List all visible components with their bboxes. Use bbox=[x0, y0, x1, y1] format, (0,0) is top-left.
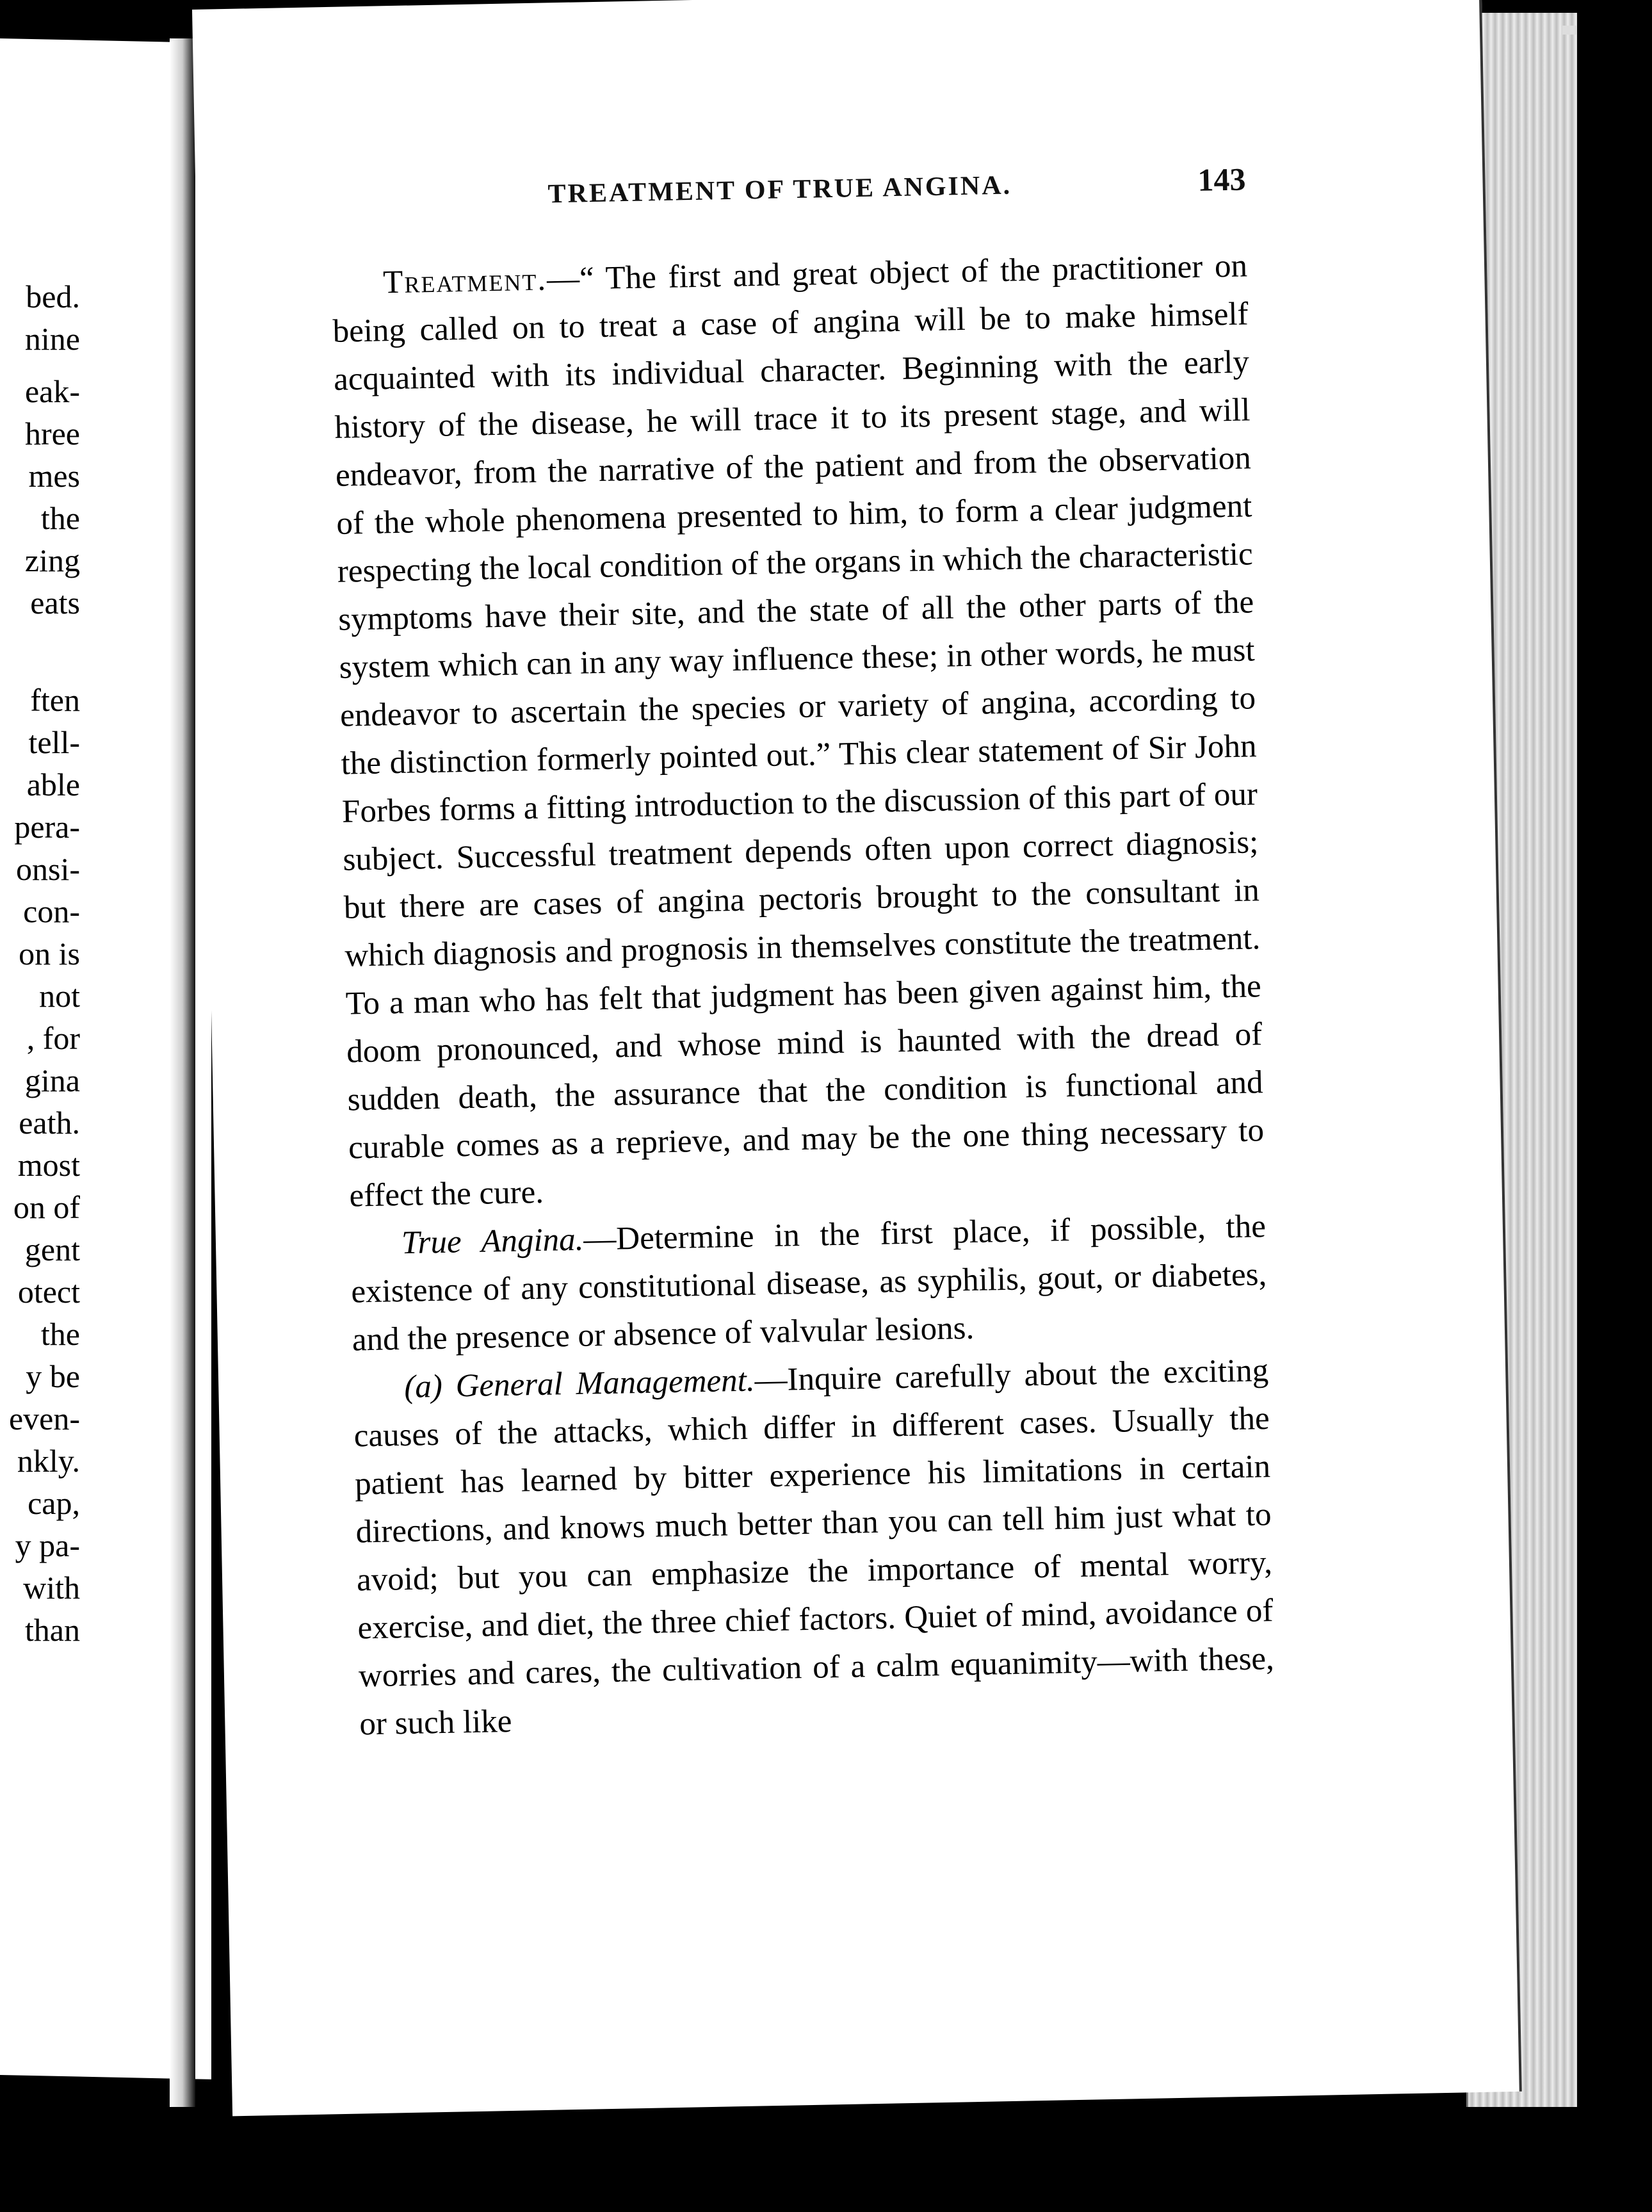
left-fragment: gent bbox=[24, 1232, 80, 1267]
left-fragment: the bbox=[40, 1316, 80, 1352]
left-fragment: gina bbox=[24, 1062, 80, 1098]
paragraph-text: —Determine in the first place, if possible, the existence of any constitutional disease, as syphilis, gout, or diabetes, and the presence or absence of valvular lesions. bbox=[350, 1208, 1267, 1358]
paragraph-label: (a) bbox=[403, 1368, 443, 1406]
page-number: 143 bbox=[1197, 161, 1246, 198]
previous-page-text bbox=[0, 275, 80, 1651]
paragraph-lead: True Angina. bbox=[401, 1221, 584, 1262]
left-fragment: eath. bbox=[19, 1105, 80, 1141]
left-fragment: eak- bbox=[24, 373, 80, 409]
paragraph-text: —Inquire carefully about the exciting causes of the attacks, which differ in different cases. Usually the patient has learned by bitter experience his limitations in certain directions, and knows much better than you can tell him just what to avoid; but you can emphasize the importance of mental worry, exercise, and diet, the three chief factors. Quiet of mind, avoidance of worries and cares, the cultivation of a calm equanimity—with these, or such like bbox=[353, 1353, 1275, 1743]
paragraph-lead: Treatment. bbox=[382, 261, 547, 301]
left-fragment: con- bbox=[23, 893, 80, 929]
page-edge-tab bbox=[1562, 26, 1576, 35]
left-fragment: , for bbox=[26, 1020, 80, 1056]
page-title: TREATMENT OF TRUE ANGINA. bbox=[547, 170, 1012, 209]
left-fragment: not bbox=[39, 978, 80, 1014]
book-gutter bbox=[170, 38, 195, 2107]
left-fragment: most bbox=[17, 1147, 80, 1183]
left-fragment: with bbox=[23, 1570, 80, 1606]
paragraph-text: —“ The first and great object of the practitioner on being called on to treat a case of angina will be to make himself acquainted with its individual character. Beginning with the early history of the disease, he will trace it to its present stage, and will endeavor, from the narrative of the patient and from the observation of the whole phenomena presented to him, to form a clear judgment respecting the local condition of the organs in which the characteristic symptoms have their site, and the state of all the other parts of the system which can in any way influence these; in other words, he must endeavor to ascertain the species or variety of angina, according to the distinction formerly pointed out.” This clear statement of Sir John Forbes forms a fitting introduction to the discussion of this part of our subject. Successful treatment depends often upon correct diagnosis; but there are cases of angina pectoris brought to the consultant in which diagnosis and prognosis in themselves constitute the treatment. To a man who has felt that judgment has been given against him, the doom pronounced, and whose mind is haunted with the dread of sudden death, the assurance that the condition is functional and curable comes as a reprieve, and may be the one thing necessary to effect the cure. bbox=[332, 248, 1265, 1214]
left-fragment: onsi- bbox=[16, 851, 80, 887]
left-fragment: than bbox=[24, 1612, 80, 1648]
left-fragment: hree bbox=[24, 416, 80, 451]
left-fragment: tell- bbox=[28, 724, 80, 760]
running-head bbox=[195, 161, 1451, 231]
paragraph-true-angina bbox=[350, 1203, 1268, 1364]
left-fragment: eats bbox=[30, 585, 80, 621]
body-text bbox=[332, 242, 1275, 1748]
left-fragment: mes bbox=[28, 458, 80, 494]
left-fragment: the bbox=[40, 500, 80, 536]
paragraph-treatment bbox=[332, 242, 1266, 1220]
left-fragment: y pa- bbox=[15, 1527, 80, 1563]
left-fragment: on of bbox=[13, 1189, 80, 1225]
left-fragment: pera- bbox=[14, 809, 80, 845]
paragraph-lead: General Management. bbox=[455, 1362, 756, 1404]
left-fragment: nkly. bbox=[17, 1443, 80, 1479]
left-fragment: even- bbox=[8, 1401, 80, 1436]
left-fragment: zing bbox=[24, 542, 80, 578]
left-fragment: ften bbox=[30, 682, 80, 718]
left-fragment: on is bbox=[19, 936, 80, 972]
left-fragment: able bbox=[26, 767, 80, 802]
left-fragment: nine bbox=[24, 321, 80, 357]
book-page bbox=[192, 0, 1522, 2116]
paragraph-general-management bbox=[353, 1347, 1275, 1748]
left-fragment: otect bbox=[17, 1274, 80, 1310]
left-fragment: y be bbox=[26, 1358, 80, 1394]
left-fragment: cap, bbox=[28, 1485, 80, 1521]
left-fragment: bed. bbox=[26, 279, 80, 314]
